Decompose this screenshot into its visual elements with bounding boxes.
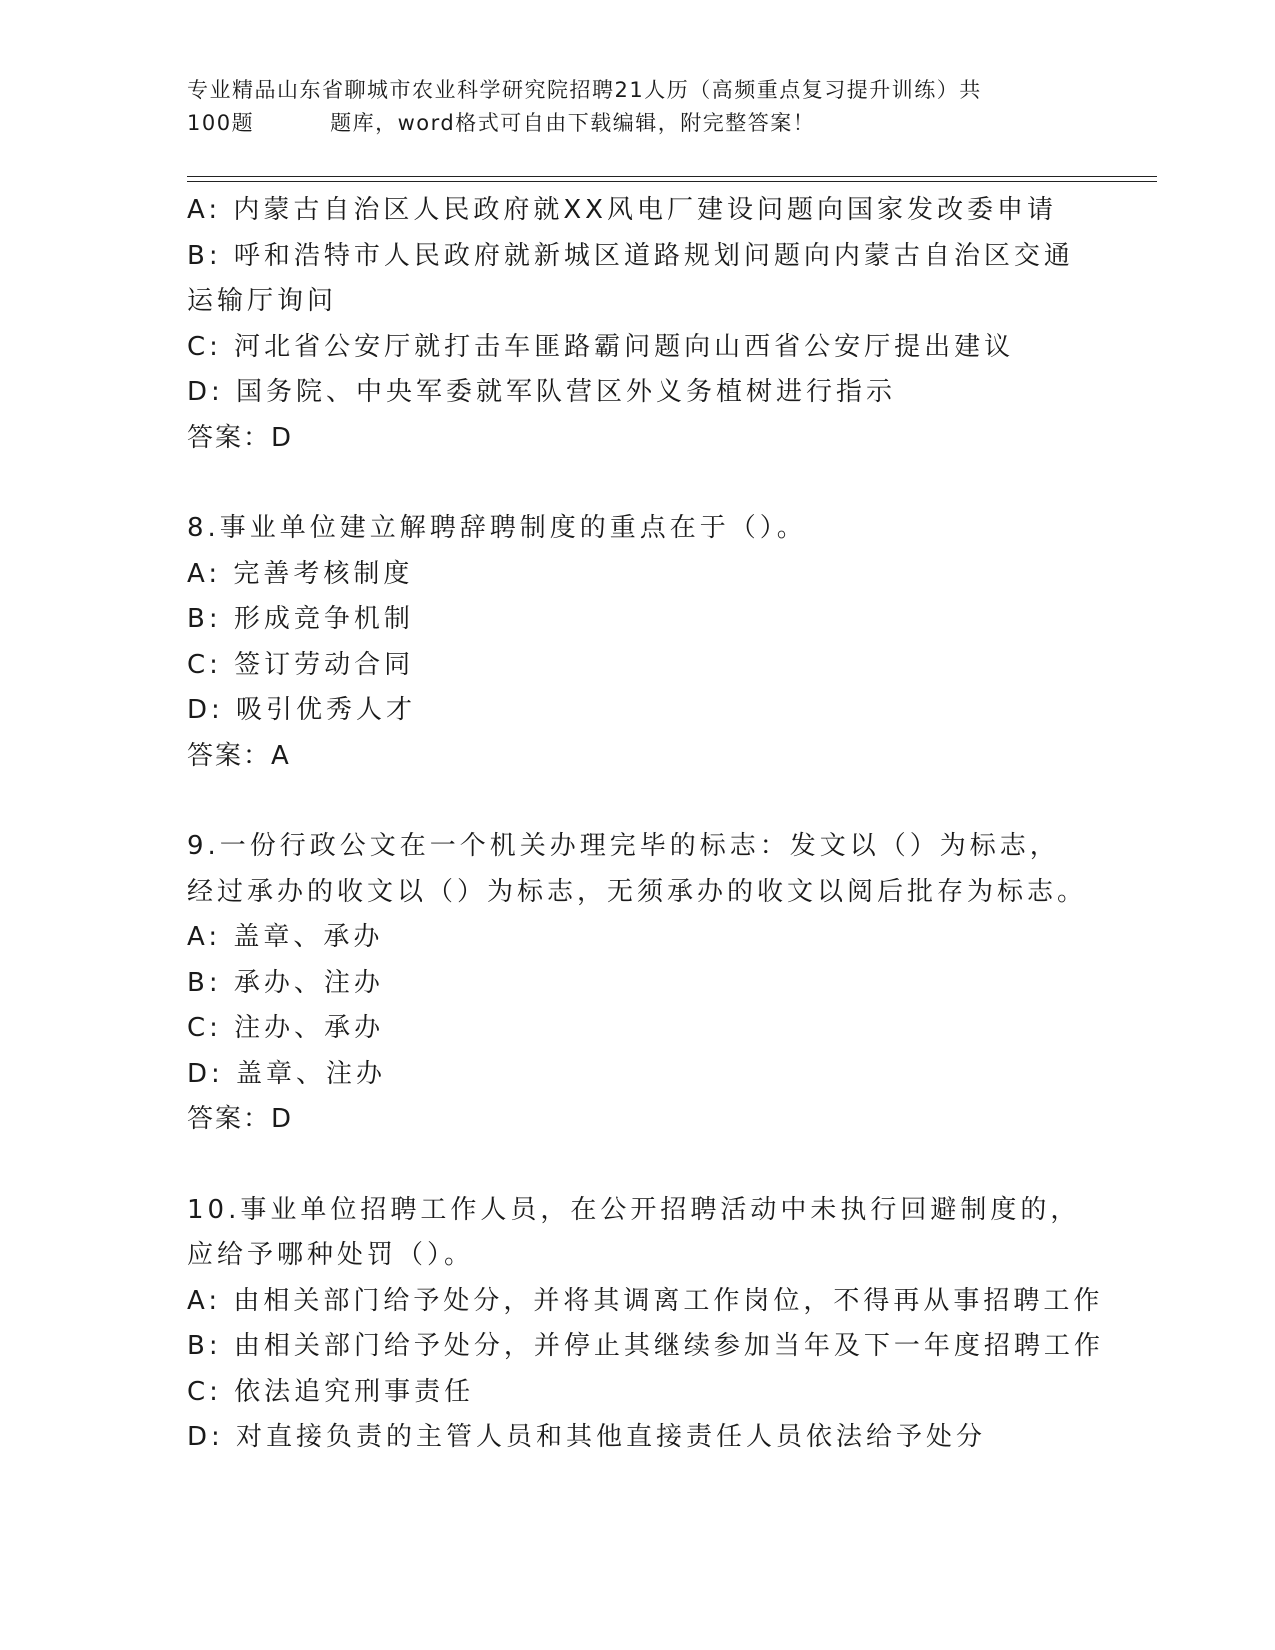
option-d: D: 对直接负责的主管人员和其他直接责任人员依法给予处分 (187, 1422, 987, 1452)
header-description: 题库，word格式可自由下载编辑，附完整答案！ (330, 111, 816, 135)
option-a: A: 盖章、承办 (187, 922, 384, 952)
question-7 (187, 188, 1087, 461)
page-header (187, 74, 1087, 140)
option-a: A: 完善考核制度 (187, 558, 414, 589)
option-c: C: 依法追究刑事责任 (187, 1376, 475, 1407)
question-text: 10.事业单位招聘工作人员，在公开招聘活动中未执行回避制度的，应给予哪种处罚（）。 (187, 1194, 1081, 1270)
option-c: C: 签订劳动合同 (187, 649, 415, 680)
option-d: D: 国务院、中央军委就军队营区外义务植树进行指示 (187, 377, 897, 407)
question-9 (187, 824, 1087, 1143)
answer: 答案：D (187, 422, 294, 453)
header-line-2 (187, 107, 1087, 140)
question-8 (187, 506, 1087, 779)
option-d: D: 吸引优秀人才 (187, 695, 417, 725)
answer: 答案：D (187, 1104, 294, 1134)
option-c: C: 河北省公安厅就打击车匪路霸问题向山西省公安厅提出建议 (187, 331, 1015, 362)
option-b: B: 形成竞争机制 (187, 604, 414, 634)
question-10 (187, 1188, 1104, 1461)
option-a: A: 由相关部门给予处分，并将其调离工作岗位，不得再从事招聘工作 (187, 1285, 1104, 1316)
question-text: 9.一份行政公文在一个机关办理完毕的标志：发文以（）为标志，经过承办的收文以（）为标志，无须承办的收文以阅后批存为标志。 (187, 831, 1088, 907)
option-c: C: 注办、承办 (187, 1013, 385, 1043)
option-b: B: 承办、注办 (187, 967, 384, 998)
option-d: D: 盖章、注办 (187, 1058, 387, 1089)
question-text: 8.事业单位建立解聘辞聘制度的重点在于（）。 (187, 513, 807, 543)
question-content (187, 188, 1104, 1461)
option-b: B: 呼和浩特市人民政府就新城区道路规划问题向内蒙古自治区交通运输厅询问 (187, 240, 1074, 316)
option-a: A: 内蒙古自治区人民政府就XX风电厂建设问题向国家发改委申请 (187, 195, 1057, 225)
header-rule-top (187, 176, 1157, 177)
header-rule-bottom (187, 181, 1157, 182)
option-b: B: 由相关部门给予处分，并停止其继续参加当年及下一年度招聘工作 (187, 1331, 1104, 1361)
header-question-count: 100题 (187, 111, 255, 135)
answer: 答案：A (187, 740, 291, 771)
header-line-1: 专业精品山东省聊城市农业科学研究院招聘21人历（高频重点复习提升训练）共 (187, 78, 982, 102)
